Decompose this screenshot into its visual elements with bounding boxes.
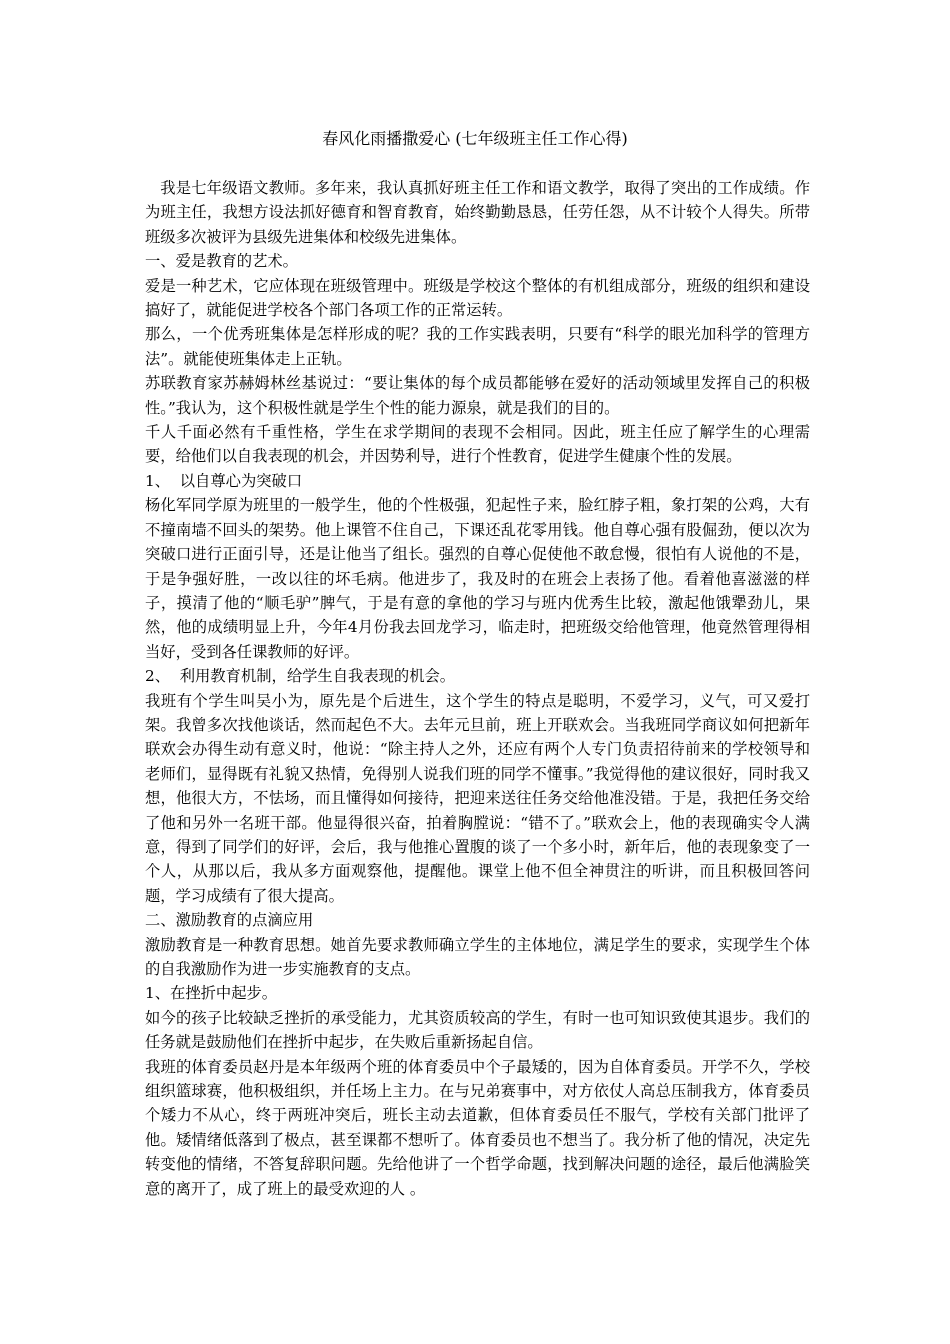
paragraph: 爱是一种艺术，它应体现在班级管理中。班级是学校这个整体的有机组成部分，班级的组织和建设搞好了，就能促进学校各个部门各项工作的正常运转。: [145, 276, 810, 320]
heading-section-1: 一、爱是教育的艺术。: [145, 252, 298, 271]
document-title: 春风化雨播撒爱心 (七年级班主任工作心得): [322, 129, 628, 148]
paragraph: 那么，一个优秀班集体是怎样形成的呢？我的工作实践表明，只要有“科学的眼光加科学的管理方法”。就能使班集体走上正轨。: [145, 325, 810, 368]
paragraph: 我班有个学生叫吴小为，原先是个后进生，这个学生的特点是聪明，不爱学习，义气，可又爱打架。我曾多次找他谈话，然而起色不大。去年元旦前，班上开联欢会。当我班同学商议如何把新年联欢会办得生动有意义时，他说：“除主持人之外，还应有两个人专门负责招待前来的学校领导和老师们，显得既有礼貌又热情，免得别人说我们班的同学不懂事。”我觉得他的建议很好，同时我又想，他很大方，不怯场，而且懂得如何接待，把迎来送往任务交给他准没错。于是，我把任务交给了他和另外一名班干部。他显得很兴奋，拍着胸膛说：“错不了。”联欢会上，他的表现确实令人满意，得到了同学们的好评，会后，我与他推心置腹的谈了一个多小时，新年后，他的表现象变了一个人，从那以后，我从多方面观察他，提醒他。课堂上他不但全神贯注的听讲，而且积极回答问题，学习成绩有了很大提高。: [145, 691, 810, 905]
paragraph: 我班的体育委员赵丹是本年级两个班的体育委员中个子最矮的，因为自体育委员。开学不久，学校组织篮球赛，他积极组织，并任场上主力。在与兄弟赛事中，对方依仗人高总压制我方，体育委员个矮力不从心，终于两班冲突后，班长主动去道歉，但体育委员任不服气，学校有关部门批评了他。矮情绪低落到了极点，甚至课都不想听了。体育委员也不想当了。我分析了他的情况，决定先转变他的情绪，不答复辞职问题。先给他讲了一个哲学命题，找到解决问题的途径，最后他满脸笑意的离开了，成了班上的最受欢迎的人 。: [145, 1057, 810, 1198]
paragraph: 苏联教育家苏赫姆林丝基说过：“要让集体的每个成员都能够在爱好的活动领域里发挥自己的积极性。”我认为，这个积极性就是学生个性的能力源泉，就是我们的目的。: [145, 374, 810, 417]
heading-subsection-1: 1、 以自尊心为突破口: [145, 471, 303, 490]
paragraph-intro: 我是七年级语文教师。多年来，我认真抓好班主任工作和语文教学，取得了突出的工作成绩。作为班主任，我想方设法抓好德育和智育教育，始终勤勤恳恳，任劳任怨，从不计较个人得失。所带班级多次被评为县级先进集体和校级先进集体。: [145, 179, 810, 246]
paragraph: 激励教育是一种教育思想。她首先要求教师确立学生的主体地位，满足学生的要求，实现学生个体的自我激励作为进一步实施教育的支点。: [145, 935, 810, 978]
heading-subsection-3: 1、在挫折中起步。: [145, 984, 278, 1003]
heading-section-2: 二、激励教育的点滴应用: [145, 911, 314, 930]
document-body: [145, 176, 810, 1201]
heading-subsection-2: 2、 利用教育机制，给学生自我表现的机会。: [145, 667, 456, 686]
paragraph: 如今的孩子比较缺乏挫折的承受能力，尤其资质较高的学生，有时一也可知识致使其退步。我们的任务就是鼓励他们在挫折中起步，在失败后重新扬起自信。: [145, 1008, 810, 1052]
paragraph: 千人千面必然有千重性格，学生在求学期间的表现不会相同。因此，班主任应了解学生的心理需要，给他们以自我表现的机会，并因势利导，进行个性教育，促进学生健康个性的发展。: [145, 423, 810, 466]
paragraph: 杨化军同学原为班里的一般学生，他的个性极强，犯起性子来，脸红脖子粗，象打架的公鸡，大有不撞南墙不回头的架势。他上课管不住自己，下课还乱花零用钱。他自尊心强有股倔劲，便以次为突破口进行正面引导，还是让他当了组长。强烈的自尊心促使他不敢怠慢，很怕有人说他的不是，于是争强好胜，一改以往的坏毛病。他进步了，我及时的在班会上表扬了他。看着他喜滋滋的样子，摸清了他的“顺毛驴”脾气，于是有意的拿他的学习与班内优秀生比较，激起他饿犟劲儿，果然，他的成绩明显上升，今年4月份我去回龙学习，临走时，把班级交给他管理，他竟然管理得相当好，受到各任课教师的好评。: [145, 496, 810, 661]
